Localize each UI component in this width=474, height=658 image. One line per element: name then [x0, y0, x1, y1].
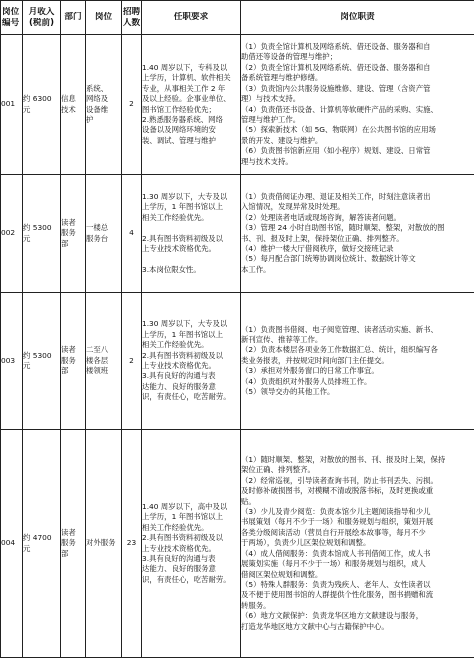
- duties-cell-line: （1）负责借阅证办理、退证及相关工作，时刻注意读者出: [241, 192, 474, 202]
- position-cell: [86, 35, 122, 175]
- requirements-cell-line: 设备以及网络环境的安: [142, 125, 240, 135]
- requirements-cell-line: 专业，从事相关工作 2 年: [142, 84, 240, 94]
- duties-cell-line: 打造龙华地区地方文献中心与古籍保护中心。: [241, 622, 474, 632]
- requirements-cell-line: 2.具有图书资料初级及以: [142, 533, 240, 543]
- headcount-cell-text: 23: [122, 538, 141, 548]
- salary-cell-line: 元: [23, 544, 60, 554]
- header-requirements: [142, 1, 241, 35]
- duties-cell-line: （4）维护一楼大厅借阅秩序，做好交接班记录: [241, 244, 474, 254]
- department-cell-line: 部: [61, 549, 85, 559]
- position-cell-line: 设备维: [86, 105, 121, 115]
- position-cell-line: 楼各层: [86, 356, 121, 366]
- headcount-cell: [122, 430, 142, 658]
- department-cell-line: 技术: [61, 105, 85, 115]
- position-cell-line: 一楼总: [86, 223, 121, 233]
- headcount-cell-text: 2: [122, 356, 141, 366]
- table-row: [1, 293, 474, 430]
- department-cell: [61, 430, 86, 658]
- requirements-cell-line: 2.具有图书资料初级及以: [142, 351, 240, 361]
- header-dept-line1: 部门: [61, 12, 85, 23]
- duties-cell-line: （1）负责图书借阅、电子阅览管理、读者活动实施、新书、: [241, 325, 474, 335]
- table-header: [1, 1, 474, 35]
- position-cell-line: 楼领班: [86, 366, 121, 376]
- duties-cell-line: （3）少儿及青少阅览：负责本馆少儿主题阅读指导和少儿: [241, 507, 474, 517]
- requirements-cell: [142, 175, 241, 293]
- header-duties-line1: 岗位职责: [241, 12, 474, 23]
- salary-cell-line: 约 6300: [23, 94, 60, 104]
- duties-cell-line: （1）随时顺架、整架，对散放的图书、刊、报及时上架，保持: [241, 455, 474, 465]
- duties-cell-line: （4）负责借还书设备、计算机等软硬件产品的采购、实施、: [241, 105, 474, 115]
- salary-cell: [23, 430, 61, 658]
- position-cell-line: 二至八: [86, 345, 121, 355]
- duties-cell-line: 理与技术支持。: [241, 157, 474, 167]
- job-id-cell-text: 004: [1, 538, 22, 548]
- duties-cell: [241, 293, 474, 430]
- requirements-cell-line: 相关工作经验优先。: [142, 523, 240, 533]
- salary-cell-line: 约 5300: [23, 223, 60, 233]
- duties-cell-line: 及不便于使用图书馆的人群提供个性化服务，图书捐赠和流: [241, 590, 474, 600]
- requirements-cell-line: 上学历，1 年图书馆以上: [142, 202, 240, 212]
- position-cell-line: 系统、: [86, 84, 121, 94]
- requirements-cell-line: 1.40 周岁以下，高中及以: [142, 502, 240, 512]
- requirements-cell-line: 上专业技术资格优先。: [142, 361, 240, 371]
- duties-cell-line: （5）探索新技术（如 5G、物联网）在公共图书馆的应用场: [241, 125, 474, 135]
- duties-cell-line: 展策划实施（每月不少于一场）和服务规划与组织，成人: [241, 559, 474, 569]
- department-cell-line: 部: [61, 239, 85, 249]
- headcount-cell: [122, 175, 142, 293]
- requirements-cell-line: 1.30 周岁以下，大专及以: [142, 192, 240, 202]
- duties-cell-line: 管理与维护工作。: [241, 115, 474, 125]
- header-job-id-line1: 岗位: [2, 7, 22, 18]
- duties-cell-line: 于两场），负责少儿区架位规划和调整。: [241, 538, 474, 548]
- salary-cell-line: 约 4700: [23, 533, 60, 543]
- requirements-cell: [142, 35, 241, 175]
- table-row: [1, 175, 474, 293]
- department-cell: [61, 175, 86, 293]
- header-count-line1: 招聘: [122, 7, 141, 18]
- position-cell: [86, 293, 122, 430]
- table-row: [1, 35, 474, 175]
- requirements-cell: [142, 430, 241, 658]
- header-count-line2: 人数: [122, 18, 141, 29]
- requirements-cell-line: 2.熟悉服务器系统、网络: [142, 115, 240, 125]
- table-body: [1, 35, 474, 658]
- requirements-cell-line: 识，有责任心，吃苦耐劳。: [142, 575, 240, 585]
- job-id-cell: [1, 35, 23, 175]
- requirements-cell-line: 上学历，计算机、软件相关: [142, 73, 240, 83]
- header-salary: [23, 1, 61, 35]
- headcount-cell-text: 4: [122, 228, 141, 238]
- duties-cell-line: （6）地方文献保护：负责龙华区地方文献建设与服务，: [241, 611, 474, 621]
- requirements-cell-line: 上学历，1 年图书馆以上: [142, 330, 240, 340]
- duties-cell: [241, 430, 474, 658]
- headcount-cell-text: 2: [122, 99, 141, 109]
- table-row: [1, 430, 474, 658]
- duties-cell-line: 入馆情况，发现异常及时处理。: [241, 202, 474, 212]
- department-cell-line: 部: [61, 366, 85, 376]
- department-cell: [61, 293, 86, 430]
- duties-cell-line: （2）处理读者电话或现场咨询，解答读者问题。: [241, 213, 474, 223]
- salary-cell: [23, 175, 61, 293]
- department-cell-line: 读者: [61, 218, 85, 228]
- requirements-cell-line: 图书馆工作经验优先；: [142, 105, 240, 115]
- header-count: [122, 1, 142, 35]
- salary-cell-line: 元: [23, 361, 60, 371]
- department-cell-line: 读者: [61, 528, 85, 538]
- duties-cell-line: 新刊宣传、推荐等工作。: [241, 335, 474, 345]
- duties-cell: [241, 175, 474, 293]
- requirements-cell-line: 3.本岗位限女性。: [142, 265, 240, 275]
- header-requirements-line1: 任职要求: [142, 12, 240, 23]
- duties-cell-line: （3）负责馆内公共服务设施维修、建设、管理（含资产管: [241, 84, 474, 94]
- duties-cell-line: 景的开发、建设与维护。: [241, 136, 474, 146]
- requirements-cell-line: 上专业技术资格优先。: [142, 244, 240, 254]
- duties-cell-line: （4）负责组织对外服务人员排班工作。: [241, 377, 474, 387]
- position-cell-line: 对外服务: [86, 538, 121, 548]
- job-id-cell-text: 002: [1, 228, 22, 238]
- duties-cell-line: 转服务。: [241, 601, 474, 611]
- salary-cell: [23, 35, 61, 175]
- requirements-cell-line: 相关工作经验优先。: [142, 213, 240, 223]
- duties-cell-line: （1）负责全馆计算机及网络系统、借还设备、服务器和自: [241, 42, 474, 52]
- duties-cell-line: 架位正确、排列整齐。: [241, 465, 474, 475]
- requirements-cell-line: 1.40 周岁以下，专科及以: [142, 63, 240, 73]
- department-cell-line: 读者: [61, 345, 85, 355]
- duties-cell-line: 贴。: [241, 497, 474, 507]
- salary-cell-line: 元: [23, 105, 60, 115]
- requirements-cell: [142, 293, 241, 430]
- salary-cell-line: 元: [23, 234, 60, 244]
- header-job-id-line2: 编号: [2, 18, 22, 29]
- position-cell-line: 护: [86, 115, 121, 125]
- duties-cell-line: （5）特殊人群服务：负责为残疾人、老年人、女性读者以: [241, 580, 474, 590]
- position-cell-line: 服务台: [86, 234, 121, 244]
- duties-cell-line: 类业务报表，并按规定时间向部门主任提交。: [241, 356, 474, 366]
- duties-cell-line: （2）负责全馆计算机及网络系统、借还设备、服务器和自: [241, 63, 474, 73]
- duties-cell-line: （4）成人借阅服务：负责本馆成人书刊借阅工作，成人书: [241, 549, 474, 559]
- job-id-cell-text: 003: [1, 356, 22, 366]
- requirements-cell-line: 1.30 周岁以下，大专及以: [142, 319, 240, 329]
- requirements-cell-line: 识，有责任心，吃苦耐劳。: [142, 392, 240, 402]
- requirements-cell-line: 及以上经验。企事业单位、: [142, 94, 240, 104]
- department-cell: [61, 35, 86, 175]
- headcount-cell: [122, 293, 142, 430]
- department-cell-line: 信息: [61, 94, 85, 104]
- requirements-cell-line: 2.具有图书资料初级及以: [142, 234, 240, 244]
- position-cell-line: 网络及: [86, 94, 121, 104]
- duties-cell-line: 书、刊、报及时上架，保持架位正确、排列整齐。: [241, 234, 474, 244]
- duties-cell-line: 理）与技术支持。: [241, 94, 474, 104]
- duties-cell-line: 本工作。: [241, 265, 474, 275]
- requirements-cell-line: 3.具有良好的沟通与表: [142, 371, 240, 381]
- duties-cell-line: 助借还等设备的管理与维护；: [241, 52, 474, 62]
- duties-cell-line: （2）负责本楼层各项业务工作数据汇总、统计，组织编写各: [241, 345, 474, 355]
- header-dept: [61, 1, 86, 35]
- requirements-cell-line: 装、调试、管理与维护: [142, 136, 240, 146]
- header-salary-line1: 月收入: [23, 7, 60, 18]
- duties-cell-line: 书展策划（每月不少于一场）和服务规划与组织，策划开展: [241, 517, 474, 527]
- header-job-id: [1, 1, 23, 35]
- duties-cell-line: 及时修补破损图书，对模糊不清或脱落书标，及时更换或重: [241, 486, 474, 496]
- duties-cell-line: 借阅区架位规划和调整。: [241, 570, 474, 580]
- department-cell-line: 服务: [61, 228, 85, 238]
- job-id-cell: [1, 430, 23, 658]
- duties-cell-line: 备系统管理与维护修缮。: [241, 73, 474, 83]
- duties-cell-line: （6）负责图书馆新应用（如小程序）规划、建设、日常管: [241, 146, 474, 156]
- header-salary-line2: (税前): [23, 18, 60, 29]
- salary-cell: [23, 293, 61, 430]
- requirements-cell-line: [142, 223, 240, 233]
- requirements-cell-line: 上专业技术资格优先。: [142, 544, 240, 554]
- requirements-cell-line: 3.具有良好的沟通与表: [142, 554, 240, 564]
- salary-cell-line: 约 5300: [23, 351, 60, 361]
- position-cell: [86, 175, 122, 293]
- header-post: [86, 1, 122, 35]
- job-id-cell: [1, 175, 23, 293]
- header-post-line1: 岗位: [86, 12, 121, 23]
- department-cell-line: 服务: [61, 356, 85, 366]
- duties-cell-line: （3）管理 24 小时自助图书馆，随时顺架、整架，对散放的图: [241, 223, 474, 233]
- duties-cell: [241, 35, 474, 175]
- requirements-cell-line: 相关工作经验优先。: [142, 340, 240, 350]
- duties-cell-line: （5）每月配合部门统筹协调岗位统计、数据统计等文: [241, 254, 474, 264]
- job-id-cell-text: 001: [1, 99, 22, 109]
- duties-cell-line: （5）领导交办的其他工作。: [241, 387, 474, 397]
- header-duties: [241, 1, 474, 35]
- department-cell-line: 服务: [61, 538, 85, 548]
- duties-cell-line: （3）承担对外服务窗口的日常工作事宜。: [241, 366, 474, 376]
- headcount-cell: [122, 35, 142, 175]
- requirements-cell-line: [142, 254, 240, 264]
- requirements-cell-line: 达能力、良好的服务意: [142, 564, 240, 574]
- duties-cell-line: （2）经常巡视，引导读者查询书刊，防止书刊丢失、污损。: [241, 476, 474, 486]
- duties-cell-line: 各类分级阅读活动（营员自行开展绘本故事等，每月不少: [241, 528, 474, 538]
- requirements-cell-line: 达能力、良好的服务意: [142, 382, 240, 392]
- requirements-cell-line: 上学历，1 年图书馆以上: [142, 512, 240, 522]
- position-cell: [86, 430, 122, 658]
- job-id-cell: [1, 293, 23, 430]
